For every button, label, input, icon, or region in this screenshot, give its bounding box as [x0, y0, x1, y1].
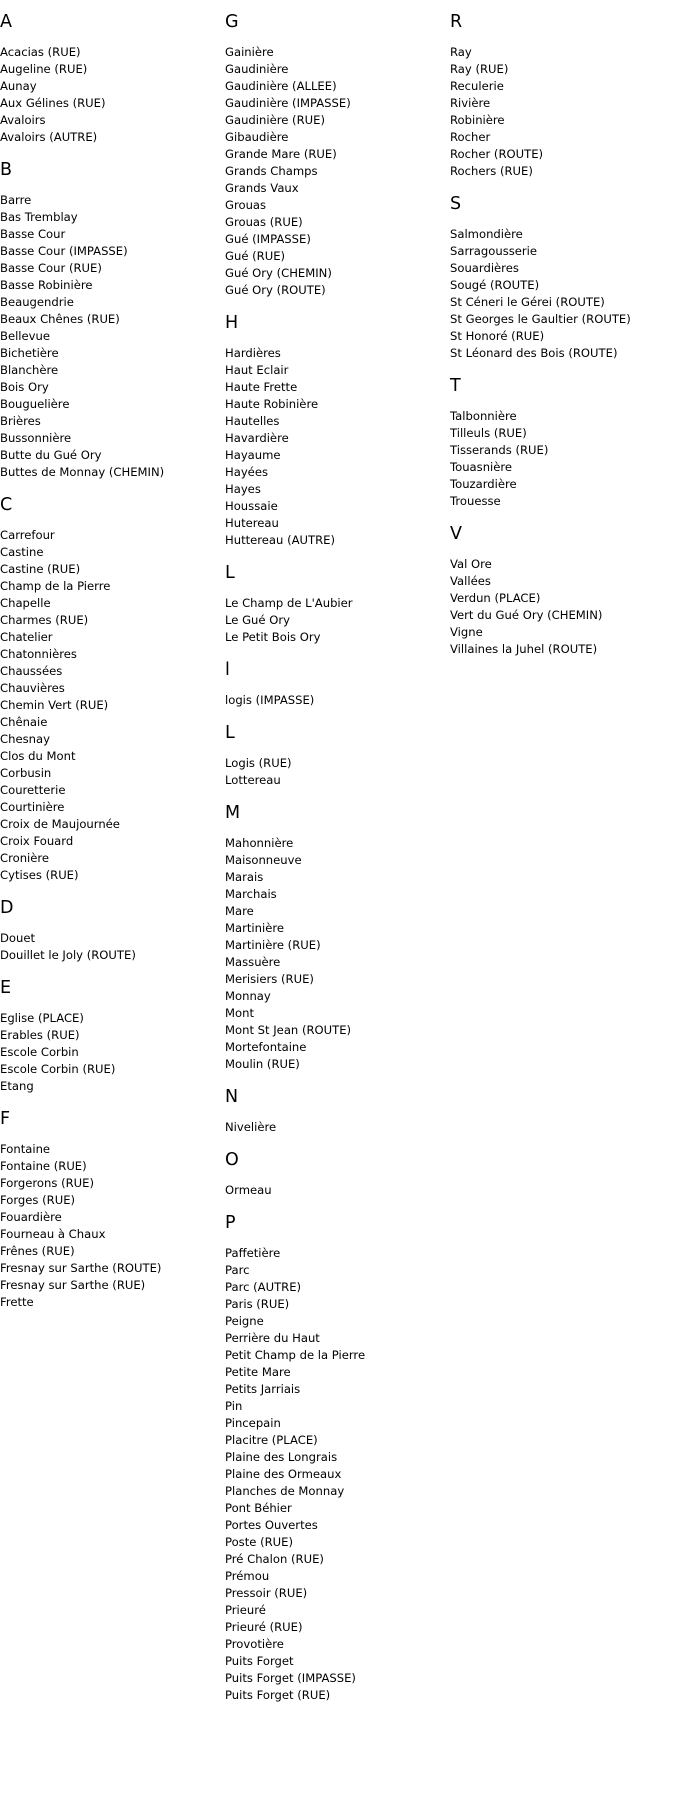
street-entry: Avaloirs (AUTRE) [0, 130, 98, 144]
street-entry: Acacias (RUE) [0, 45, 81, 59]
street-entry: Paris (RUE) [225, 1297, 290, 1311]
street-entry: Prieuré [225, 1603, 266, 1617]
street-entry: Vert du Gué Ory (CHEMIN) [450, 608, 603, 622]
street-entry: Hayées [225, 465, 268, 479]
street-list [225, 345, 445, 549]
street-entry: Grands Vaux [225, 181, 299, 195]
street-entry: Marais [225, 870, 264, 884]
street-list [450, 226, 675, 362]
street-entry: Vallées [450, 574, 491, 588]
street-entry: Avaloirs [0, 113, 46, 127]
street-entry: Hayes [225, 482, 261, 496]
street-list [225, 692, 445, 709]
street-entry: Fresnay sur Sarthe (ROUTE) [0, 1261, 162, 1275]
street-entry: Hutereau [225, 516, 279, 530]
street-entry: Pin [225, 1399, 243, 1413]
section-letter-heading: l [225, 660, 230, 680]
street-entry: Mont St Jean (ROUTE) [225, 1023, 352, 1037]
letter-section [225, 312, 445, 549]
section-letter-heading: G [225, 12, 239, 32]
street-list [225, 1245, 445, 1704]
street-entry: Mortefontaine [225, 1040, 307, 1054]
street-entry: Croix Fouard [0, 834, 74, 848]
letter-section [450, 11, 675, 180]
street-entry: Gaudinière (RUE) [225, 113, 325, 127]
street-entry: Ormeau [225, 1183, 272, 1197]
street-entry: Forgerons (RUE) [0, 1176, 94, 1190]
street-entry: Portes Ouvertes [225, 1518, 318, 1532]
street-entry: Plaine des Longrais [225, 1450, 338, 1464]
section-letter-heading: D [0, 898, 14, 918]
street-entry: Puits Forget (IMPASSE) [225, 1671, 356, 1685]
street-entry: Robinière [450, 113, 505, 127]
section-letter-heading: S [450, 194, 462, 214]
street-entry: Gaudinière (ALLEE) [225, 79, 337, 93]
street-entry: Villaines la Juhel (ROUTE) [450, 642, 598, 656]
street-list [225, 595, 445, 646]
street-entry: Martinière (RUE) [225, 938, 321, 952]
street-entry: Chemin Vert (RUE) [0, 698, 109, 712]
street-entry: Val Ore [450, 557, 492, 571]
street-entry: Souardières [450, 261, 519, 275]
street-entry: Corbusin [0, 766, 52, 780]
letter-section [450, 523, 675, 658]
street-entry: Douet [0, 931, 36, 945]
street-entry: Basse Cour (IMPASSE) [0, 244, 128, 258]
street-entry: Mont [225, 1006, 254, 1020]
street-list [225, 1182, 445, 1199]
street-entry: St Céneri le Gérei (ROUTE) [450, 295, 605, 309]
street-entry: Chatonnières [0, 647, 77, 661]
street-entry: Logis (RUE) [225, 756, 292, 770]
street-entry: Moulin (RUE) [225, 1057, 300, 1071]
street-entry: Gaudinière [225, 62, 289, 76]
section-letter-heading: M [225, 803, 241, 823]
street-entry: Gué Ory (ROUTE) [225, 283, 326, 297]
street-list [0, 44, 220, 146]
letter-section [225, 722, 445, 789]
street-entry: Huttereau (AUTRE) [225, 533, 335, 547]
letter-section [0, 977, 220, 1095]
street-entry: Pont Béhier [225, 1501, 292, 1515]
street-entry: Fresnay sur Sarthe (RUE) [0, 1278, 146, 1292]
street-entry: Cytises (RUE) [0, 868, 79, 882]
street-entry: Carrefour [0, 528, 55, 542]
street-list [225, 1119, 445, 1136]
section-letter-heading: V [450, 524, 462, 544]
street-entry: Touasnière [450, 460, 513, 474]
street-entry: Petits Jarriais [225, 1382, 301, 1396]
street-entry: Blanchère [0, 363, 59, 377]
street-entry: Couretterie [0, 783, 66, 797]
street-list [225, 755, 445, 789]
street-entry: Prieuré (RUE) [225, 1620, 303, 1634]
street-list [225, 835, 445, 1073]
street-entry: Gué Ory (CHEMIN) [225, 266, 332, 280]
street-list [450, 556, 675, 658]
street-entry: Etang [0, 1079, 34, 1093]
street-entry: Puits Forget [225, 1654, 294, 1668]
street-entry: Croix de Maujournée [0, 817, 120, 831]
section-letter-heading: R [450, 12, 463, 32]
street-entry: Escole Corbin [0, 1045, 79, 1059]
street-entry: Puits Forget (RUE) [225, 1688, 331, 1702]
letter-section [225, 562, 445, 646]
street-entry: Placitre (PLACE) [225, 1433, 318, 1447]
street-entry: Basse Cour [0, 227, 66, 241]
letter-section [225, 11, 445, 299]
street-entry: Barre [0, 193, 32, 207]
street-entry: Trouesse [450, 494, 501, 508]
street-entry: Bichetière [0, 346, 59, 360]
street-entry: Chapelle [0, 596, 51, 610]
letter-section [0, 494, 220, 884]
section-letter-heading: O [225, 1150, 239, 1170]
street-entry: Parc [225, 1263, 250, 1277]
street-entry: Mahonnière [225, 836, 294, 850]
section-letter-heading: A [0, 12, 12, 32]
street-entry: Courtinière [0, 800, 65, 814]
street-entry: Sougé (ROUTE) [450, 278, 540, 292]
section-letter-heading: F [0, 1109, 11, 1129]
street-entry: Tilleuls (RUE) [450, 426, 527, 440]
street-entry: Gué (IMPASSE) [225, 232, 311, 246]
street-entry: Castine [0, 545, 44, 559]
index-column-1 [0, 0, 220, 1311]
street-list [0, 527, 220, 884]
street-entry: Brières [0, 414, 41, 428]
street-entry: Forges (RUE) [0, 1193, 76, 1207]
street-entry: Le Champ de L'Aubier [225, 596, 353, 610]
street-entry: Augeline (RUE) [0, 62, 88, 76]
street-list [0, 1010, 220, 1095]
letter-section [225, 1086, 445, 1136]
street-entry: Grouas [225, 198, 267, 212]
street-entry: Bois Ory [0, 380, 49, 394]
street-entry: Pressoir (RUE) [225, 1586, 308, 1600]
street-entry: Maisonneuve [225, 853, 302, 867]
street-entry: Prémou [225, 1569, 270, 1583]
letter-section [0, 11, 220, 146]
street-entry: Havardière [225, 431, 289, 445]
street-entry: Gibaudière [225, 130, 289, 144]
street-entry: Poste (RUE) [225, 1535, 293, 1549]
section-letter-heading: N [225, 1087, 239, 1107]
street-entry: Merisiers (RUE) [225, 972, 314, 986]
street-entry: Fontaine [0, 1142, 51, 1156]
street-entry: St Honoré (RUE) [450, 329, 545, 343]
street-entry: Massuère [225, 955, 281, 969]
street-entry: Perrière du Haut [225, 1331, 320, 1345]
street-entry: Ray (RUE) [450, 62, 509, 76]
street-list [0, 1141, 220, 1311]
section-letter-heading: H [225, 313, 239, 333]
letter-section [0, 159, 220, 481]
street-entry: Touzardière [450, 477, 517, 491]
street-entry: Salmondière [450, 227, 523, 241]
letter-section [0, 1108, 220, 1311]
street-entry: Planches de Monnay [225, 1484, 345, 1498]
street-entry: Basse Cour (RUE) [0, 261, 102, 275]
section-letter-heading: E [0, 978, 12, 998]
street-entry: Douillet le Joly (ROUTE) [0, 948, 136, 962]
street-entry: Provotière [225, 1637, 284, 1651]
street-entry: Petite Mare [225, 1365, 291, 1379]
section-letter-heading: C [0, 495, 13, 515]
street-entry: Butte du Gué Ory [0, 448, 102, 462]
street-entry: Beaugendrie [0, 295, 74, 309]
street-entry: Tisserands (RUE) [450, 443, 549, 457]
street-entry: Charmes (RUE) [0, 613, 89, 627]
index-column-3 [450, 0, 675, 658]
street-entry: Pré Chalon (RUE) [225, 1552, 324, 1566]
street-entry: Chênaie [0, 715, 48, 729]
street-entry: Champ de la Pierre [0, 579, 111, 593]
section-letter-heading: T [450, 376, 461, 396]
street-entry: Lottereau [225, 773, 281, 787]
street-entry: Gaudinière (IMPASSE) [225, 96, 351, 110]
street-entry: Frette [0, 1295, 34, 1309]
street-entry: Gainière [225, 45, 274, 59]
street-entry: Castine (RUE) [0, 562, 81, 576]
street-entry: Monnay [225, 989, 271, 1003]
street-entry: Vigne [450, 625, 483, 639]
street-list [225, 44, 445, 299]
street-entry: Reculerie [450, 79, 504, 93]
street-entry: Rocher (ROUTE) [450, 147, 544, 161]
street-list [450, 408, 675, 510]
letter-section [225, 659, 445, 709]
street-list [0, 192, 220, 481]
street-entry: Cronière [0, 851, 50, 865]
street-entry: Haut Eclair [225, 363, 289, 377]
street-entry: Bussonnière [0, 431, 72, 445]
street-entry: Chatelier [0, 630, 53, 644]
street-entry: Nivelière [225, 1120, 277, 1134]
street-entry: Hayaume [225, 448, 281, 462]
street-entry: logis (IMPASSE) [225, 693, 315, 707]
street-entry: Fouardière [0, 1210, 62, 1224]
letter-section [225, 802, 445, 1073]
street-entry: Chauvières [0, 681, 65, 695]
index-column-2 [225, 0, 445, 1704]
street-entry: Gué (RUE) [225, 249, 286, 263]
street-entry: Hautelles [225, 414, 280, 428]
street-entry: Chaussées [0, 664, 63, 678]
street-entry: Beaux Chênes (RUE) [0, 312, 120, 326]
street-entry: Haute Robinière [225, 397, 319, 411]
letter-section [225, 1212, 445, 1704]
street-entry: Martinière [225, 921, 284, 935]
street-entry: Talbonnière [450, 409, 517, 423]
street-list [0, 930, 220, 964]
letter-section [450, 375, 675, 510]
street-entry: Rocher [450, 130, 491, 144]
street-entry: Aunay [0, 79, 37, 93]
street-entry: Haute Frette [225, 380, 298, 394]
street-list [450, 44, 675, 180]
street-entry: Le Gué Ory [225, 613, 290, 627]
letter-section [450, 193, 675, 362]
street-entry: Eglise (PLACE) [0, 1011, 84, 1025]
street-entry: Verdun (PLACE) [450, 591, 541, 605]
street-entry: Houssaie [225, 499, 278, 513]
section-letter-heading: P [225, 1213, 236, 1233]
street-entry: Paffetière [225, 1246, 281, 1260]
street-entry: St Georges le Gaultier (ROUTE) [450, 312, 631, 326]
section-letter-heading: L [225, 723, 235, 743]
street-entry: Mare [225, 904, 254, 918]
street-entry: Erables (RUE) [0, 1028, 80, 1042]
street-entry: Aux Gélines (RUE) [0, 96, 106, 110]
street-entry: Basse Robinière [0, 278, 93, 292]
street-entry: Le Petit Bois Ory [225, 630, 321, 644]
street-entry: Chesnay [0, 732, 50, 746]
street-entry: Grande Mare (RUE) [225, 147, 337, 161]
street-entry: Bouguelière [0, 397, 70, 411]
street-entry: Hardières [225, 346, 281, 360]
street-entry: Bellevue [0, 329, 51, 343]
street-entry: Ray [450, 45, 472, 59]
street-entry: Fontaine (RUE) [0, 1159, 87, 1173]
street-entry: Grouas (RUE) [225, 215, 303, 229]
street-entry: St Léonard des Bois (ROUTE) [450, 346, 618, 360]
street-entry: Petit Champ de la Pierre [225, 1348, 366, 1362]
section-letter-heading: B [0, 160, 13, 180]
letter-section [0, 897, 220, 964]
street-entry: Rochers (RUE) [450, 164, 533, 178]
street-entry: Plaine des Ormeaux [225, 1467, 342, 1481]
street-entry: Buttes de Monnay (CHEMIN) [0, 465, 165, 479]
street-entry: Marchais [225, 887, 277, 901]
street-entry: Escole Corbin (RUE) [0, 1062, 116, 1076]
street-entry: Peigne [225, 1314, 264, 1328]
street-entry: Sarragousserie [450, 244, 538, 258]
street-entry: Grands Champs [225, 164, 318, 178]
street-entry: Pincepain [225, 1416, 281, 1430]
street-entry: Fourneau à Chaux [0, 1227, 106, 1241]
street-entry: Bas Tremblay [0, 210, 78, 224]
letter-section [225, 1149, 445, 1199]
street-entry: Rivière [450, 96, 491, 110]
section-letter-heading: L [225, 563, 235, 583]
street-entry: Parc (AUTRE) [225, 1280, 302, 1294]
street-entry: Clos du Mont [0, 749, 76, 763]
street-entry: Frênes (RUE) [0, 1244, 75, 1258]
